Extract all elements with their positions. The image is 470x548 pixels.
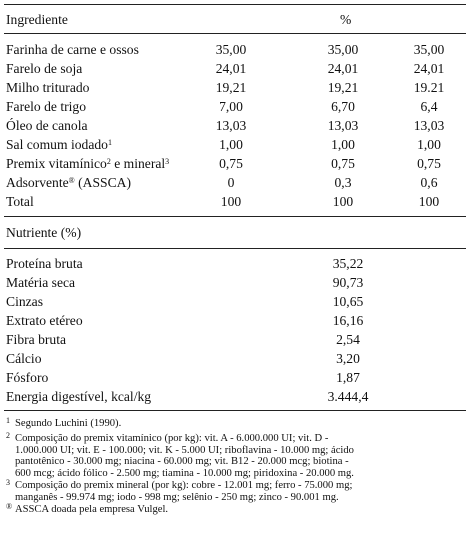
footnote-line: manganês - 99.974 mg; iodo - 998 mg; selênio - 250 mg; zinco - 90.001 mg. <box>15 491 339 503</box>
registered-mark: ® <box>68 176 75 185</box>
nutrient-value: 3,20 <box>336 351 360 366</box>
table-row <box>0 173 470 192</box>
table-row <box>0 59 470 78</box>
footnote-line: Composição do premix vitamínico (por kg): vit. A - 6.000.000 UI; vit. D - <box>15 433 329 444</box>
value-1: 0 <box>227 175 235 190</box>
footnote-3 <box>6 480 468 503</box>
footnote-2 <box>6 433 468 479</box>
ingredient-name: Total <box>6 194 34 209</box>
percent-header: % <box>340 12 352 27</box>
nutrient-name: Fósforo <box>6 370 49 385</box>
nutrient-name: Matéria seca <box>6 275 76 290</box>
value-2: 1,00 <box>331 137 355 152</box>
value-1: 100 <box>220 194 242 209</box>
value-1: 0,75 <box>219 156 243 171</box>
value-3: 100 <box>418 194 440 209</box>
ingredient-name: Farinha de carne e ossos <box>6 42 139 57</box>
nutrient-row <box>0 254 470 273</box>
value-2: 24,01 <box>327 61 359 76</box>
footnote-mark: 3 <box>6 478 10 487</box>
value-3: 13,03 <box>413 118 445 133</box>
table-row <box>0 40 470 59</box>
value-1: 1,00 <box>219 137 243 152</box>
footnote-ref: 2 <box>106 157 111 166</box>
table-row <box>0 97 470 116</box>
value-2: 6,70 <box>331 99 355 114</box>
value-3: 19.21 <box>413 80 445 95</box>
nutrient-row <box>0 311 470 330</box>
ingredient-name: Óleo de canola <box>6 118 88 133</box>
value-1: 7,00 <box>219 99 243 114</box>
header-row <box>0 10 470 29</box>
footnote-ref: 1 <box>107 138 112 147</box>
nutrient-value: 10,65 <box>332 294 364 309</box>
bottom-rule <box>4 410 466 411</box>
value-3: 0,6 <box>420 175 438 190</box>
ingredient-name: Farelo de soja <box>6 61 83 76</box>
nutrient-header: Nutriente (%) <box>6 225 82 240</box>
footnote-line: ASSCA doada pela empresa Vulgel. <box>15 504 169 515</box>
footnote-mark: 1 <box>6 416 10 425</box>
table-row-total <box>0 192 470 211</box>
value-1: 19,21 <box>215 80 247 95</box>
value-2: 35,00 <box>327 42 359 57</box>
ingredient-name: Adsorvente® (ASSCA) <box>6 175 132 190</box>
value-1: 13,03 <box>215 118 247 133</box>
nutrient-row <box>0 368 470 387</box>
nutrient-name: Energia digestível, kcal/kg <box>6 389 152 404</box>
value-2: 19,21 <box>327 80 359 95</box>
nutrient-name: Cálcio <box>6 351 42 366</box>
footnote-line: 600 mcg; ácido fólico - 2.500 mg; tiamina - 10.000 mg; piridoxina - 20.000 mg. <box>15 467 354 479</box>
nutrient-header-row <box>0 223 470 242</box>
value-3: 35,00 <box>413 42 445 57</box>
nutrient-name: Cinzas <box>6 294 43 309</box>
table-row <box>0 116 470 135</box>
ingredient-header: Ingrediente <box>6 12 68 27</box>
nutrient-name: Fibra bruta <box>6 332 67 347</box>
nutrient-value: 90,73 <box>332 275 364 290</box>
ingredient-name: Sal comum iodado$^1$ <box>6 137 112 152</box>
footnote-line: Segundo Luchini (1990). <box>15 418 122 429</box>
ingredient-name: Milho triturado <box>6 80 90 95</box>
value-2: 13,03 <box>327 118 359 133</box>
value-2: 0,75 <box>331 156 355 171</box>
nutrient-value: 3.444,4 <box>327 389 369 404</box>
value-3: 0,75 <box>417 156 441 171</box>
value-1: 24,01 <box>215 61 247 76</box>
nutrient-name: Proteína bruta <box>6 256 83 271</box>
value-3: 24,01 <box>413 61 445 76</box>
ingredient-name: Premix vitamínico$^2$ e mineral$^3$ <box>6 156 170 171</box>
value-1: 35,00 <box>215 42 247 57</box>
table-row <box>0 154 470 173</box>
nutrient-row <box>0 387 470 406</box>
header-rule <box>4 33 466 34</box>
footnote-line: pantotênico - 30.000 mg; niacina - 60.000 mg; vit. B12 - 20.000 mcg; biotina - <box>15 456 349 467</box>
footnote-ref: 3 <box>165 157 170 166</box>
footnote-mark: 2 <box>6 431 10 440</box>
nutrient-row <box>0 349 470 368</box>
nutrient-value: 16,16 <box>332 313 364 328</box>
value-3: 6,4 <box>420 99 438 114</box>
nutrient-row <box>0 330 470 349</box>
footnote-4 <box>6 504 468 516</box>
section-rule <box>4 216 466 217</box>
nutrient-header-rule <box>4 248 466 249</box>
nutrient-value: 1,87 <box>336 370 360 385</box>
nutrient-value: 35,22 <box>332 256 364 271</box>
nutrient-row <box>0 292 470 311</box>
footnote-mark: ® <box>6 502 13 511</box>
top-rule <box>4 4 466 5</box>
value-2: 0,3 <box>334 175 352 190</box>
value-2: 100 <box>332 194 354 209</box>
nutrient-value: 2,54 <box>336 332 360 347</box>
nutrient-row <box>0 273 470 292</box>
nutrient-name: Extrato etéreo <box>6 313 83 328</box>
footnote-1 <box>6 418 468 430</box>
table-row <box>0 135 470 154</box>
footnote-line: Composição do premix mineral (por kg): cobre - 12.001 mg; ferro - 75.000 mg; <box>15 480 353 491</box>
footnote-line: 1.000.000 UI; vit. E - 100.000; vit. K - 5.000 UI; riboflavina - 10.000 mg; ácido <box>15 444 354 456</box>
table-row <box>0 78 470 97</box>
ingredient-name: Farelo de trigo <box>6 99 87 114</box>
value-3: 1,00 <box>417 137 441 152</box>
